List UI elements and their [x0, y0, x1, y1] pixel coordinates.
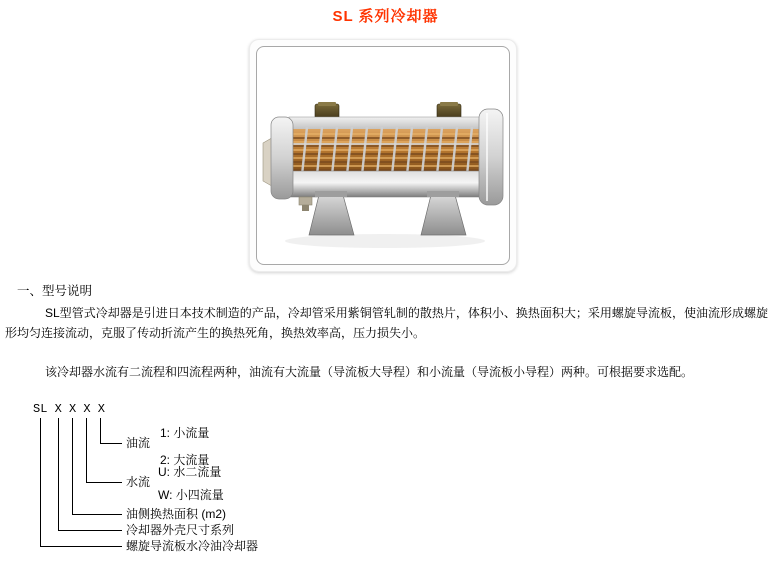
branch-label-shell-size: 冷却器外壳尺寸系列: [126, 523, 235, 537]
connector-line: [40, 418, 41, 546]
connector-line: [72, 418, 73, 514]
branch-label-heat-area: 油侧换热面积 (m2): [126, 507, 226, 521]
connector-line: [86, 418, 87, 482]
branch-label-oil-flow: 油流: [126, 436, 151, 450]
connector-line: [72, 514, 122, 515]
model-code-diagram: [0, 402, 420, 562]
product-photo-frame: [249, 39, 517, 272]
page-title: SL 系列冷却器: [332, 8, 439, 25]
connector-line: [58, 418, 59, 530]
oil-flow-option-2: 2: 大流量: [160, 453, 210, 467]
connector-line: [58, 530, 122, 531]
product-photo: [256, 46, 510, 265]
connector-line: [100, 418, 101, 443]
branch-label-water-flow: 水流: [126, 475, 151, 489]
branch-label-series-name: 螺旋导流板水冷油冷却器: [126, 539, 259, 553]
selection-paragraph: 该冷却器水流有二流程和四流程两种，油流有大流量（导流板大导程）和小流量（导流板小导程）两种。可根据要求选配。: [45, 365, 694, 379]
connector-line: [40, 546, 122, 547]
intro-paragraph: SL型管式冷却器是引进日本技术制造的产品，冷却管采用紫铜管轧制的散热片，体积小、换热面积大；采用螺旋导流板，使油流形成螺旋形均匀连接流动，克服了传动折流产生的换热死角，换热效率高，压力损失小。: [5, 306, 768, 340]
water-flow-option-w: W: 小四流量: [158, 488, 224, 502]
section-heading: 一、型号说明: [17, 284, 93, 298]
water-flow-option-u: U: 水二流量: [158, 465, 222, 479]
model-code-text: SL X X X X: [33, 402, 106, 416]
connector-line: [86, 482, 122, 483]
oil-flow-option-1: 1: 小流量: [160, 426, 210, 440]
cooler-product-illustration: [257, 47, 510, 265]
connector-line: [100, 443, 122, 444]
